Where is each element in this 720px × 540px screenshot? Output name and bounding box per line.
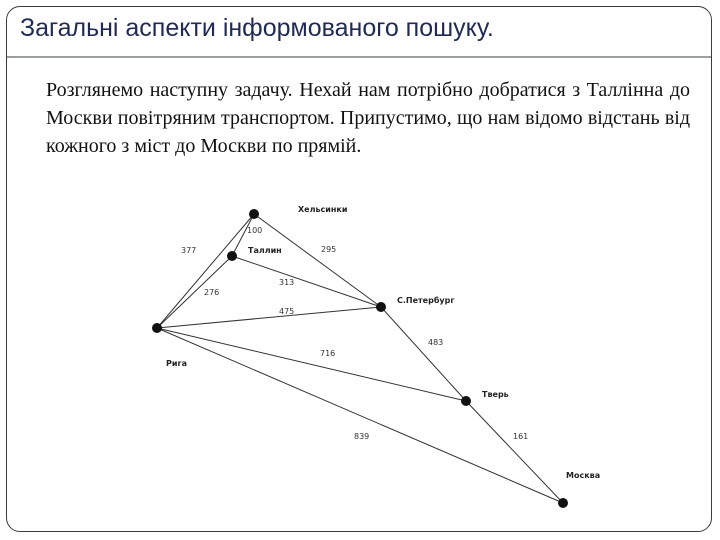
node-label-tver: Тверь	[482, 390, 509, 399]
edge-distance-label: 377	[181, 246, 197, 255]
node-riga	[152, 323, 162, 333]
node-label-riga: Рига	[166, 359, 188, 368]
edge-riga-moscow	[157, 328, 563, 503]
slide-paragraph: Розглянемо наступну задачу. Нехай нам потрібно добратися з Таллінна до Москви повітряним транспортом. Припустимо, що нам відомо відстань від кожного з міст до Москви по прямій.	[46, 79, 690, 157]
edge-tver-moscow	[466, 401, 563, 503]
node-tver	[461, 396, 471, 406]
node-label-spb: С.Петербург	[397, 296, 455, 305]
node-helsinki	[249, 209, 259, 219]
edge-helsinki-riga	[157, 214, 254, 328]
edge-distance-label: 475	[279, 307, 295, 316]
node-moscow	[558, 498, 568, 508]
edge-tallinn-riga	[157, 256, 232, 328]
edge-spb-tver	[381, 307, 466, 401]
node-spb	[376, 302, 386, 312]
node-tallinn	[227, 251, 237, 261]
edge-riga-tver	[157, 328, 466, 401]
edge-distance-label: 313	[279, 278, 295, 287]
edge-riga-spb	[157, 307, 381, 328]
edge-distance-label: 716	[320, 349, 336, 358]
edge-helsinki-spb	[254, 214, 381, 307]
node-label-moscow: Москва	[566, 471, 601, 480]
edge-distance-label: 839	[354, 432, 370, 441]
edge-distance-label: 483	[428, 338, 444, 347]
edge-distance-label: 276	[204, 288, 220, 297]
slide-title: Загальні аспекти інформованого пошуку.	[20, 14, 494, 42]
node-label-helsinki: Хельсинки	[298, 205, 348, 214]
edge-distance-label: 100	[247, 226, 263, 235]
edge-distance-label: 295	[321, 245, 337, 254]
edge-distance-label: 161	[513, 432, 529, 441]
edge-tallinn-spb	[232, 256, 381, 307]
node-label-tallinn: Таллин	[248, 246, 282, 255]
